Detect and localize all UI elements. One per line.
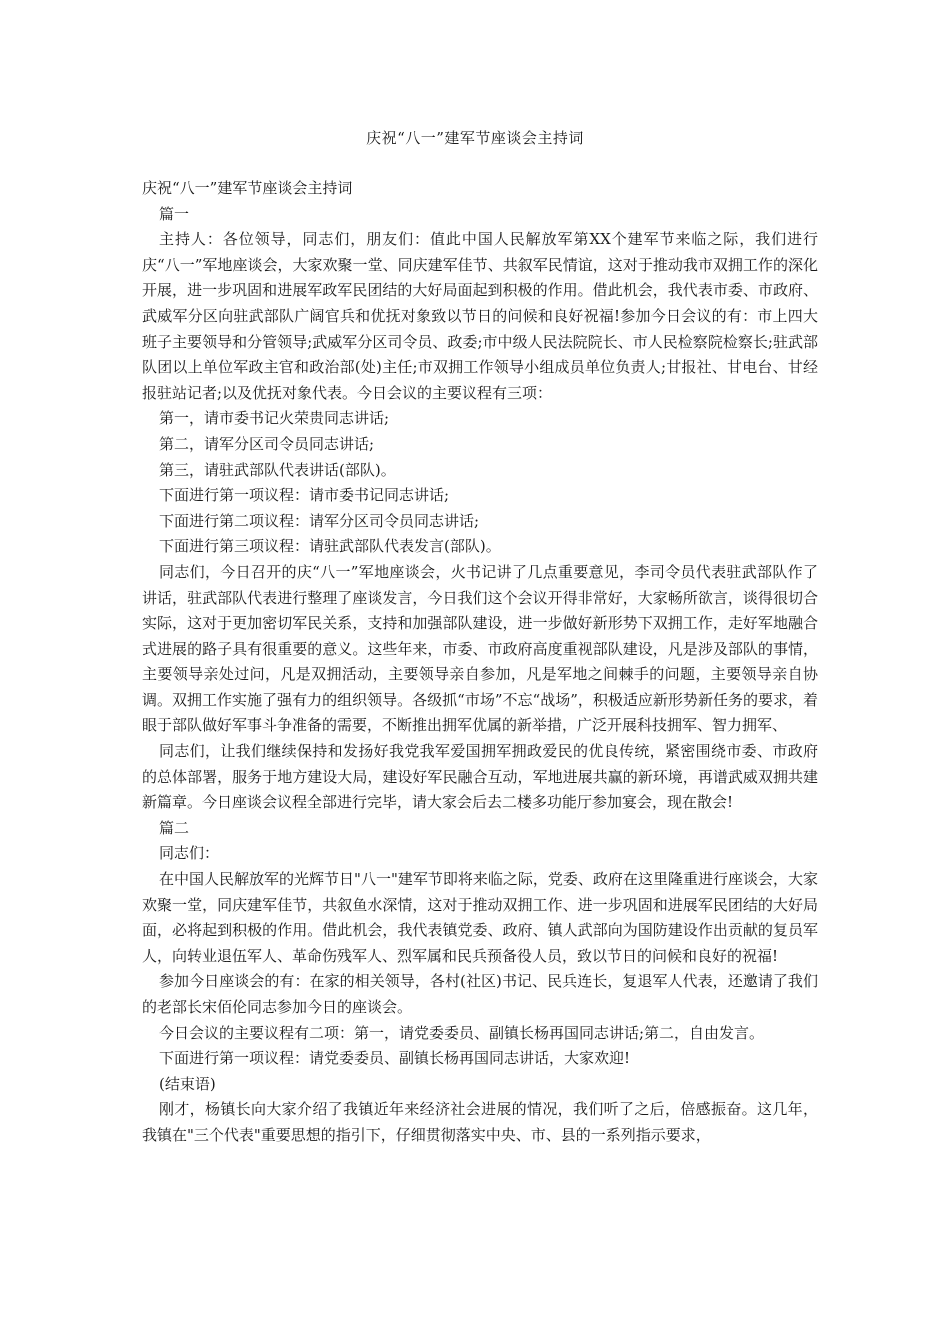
paragraph: 参加今日座谈会的有：在家的相关领导，各村(社区)书记、民兵连长，复退军人代表，还邀请了我们的老部长宋佰伦同志参加今日的座谈会。 bbox=[142, 972, 818, 1016]
paragraph: 下面进行第二项议程：请军分区司令员同志讲话; bbox=[159, 511, 480, 530]
paragraph: (结束语) bbox=[159, 1074, 216, 1093]
page-title: 庆祝“八一”建军节座谈会主持词 bbox=[366, 129, 584, 147]
paragraph: 下面进行第一项议程：请党委委员、副镇长杨再国同志讲话，大家欢迎! bbox=[159, 1049, 631, 1068]
document-heading: 庆祝“八一”建军节座谈会主持词 bbox=[142, 179, 353, 197]
paragraph: 第三，请驻武部队代表讲话(部队)。 bbox=[159, 460, 396, 479]
paragraph: 第一，请市委书记火荣贵同志讲话; bbox=[159, 409, 390, 428]
paragraph: 第二，请军分区司令员同志讲话; bbox=[159, 434, 375, 453]
document-body bbox=[142, 176, 818, 1149]
paragraph: 主持人：各位领导，同志们，朋友们：值此中国人民解放军第XX个建军节来临之际，我们进行庆“八一”军地座谈会，大家欢聚一堂、同庆建军佳节、共叙军民情谊，这对于推动我市双拥工作的深化开展，进一步巩固和进展军政军民团结的大好局面起到积极的作用。借此机会，我代表市委、市政府、武威军分区向驻武部队广阔官兵和优抚对象致以节日的问候和良好祝福!参加今日会议的有：市上四大班子主要领导和分管领导;武威军分区司令员、政委;市中级人民法院院长、市人民检察院检察长;驻武部队团以上单位军政主官和政治部(处)主任;市双拥工作领导小组成员单位负责人;甘报社、甘电台、甘经报驻站记者;以及优抚对象代表。今日会议的主要议程有三项： bbox=[142, 230, 818, 402]
paragraph: 篇二 bbox=[159, 818, 190, 837]
paragraph: 同志们，今日召开的庆“八一”军地座谈会，火书记讲了几点重要意见，李司令员代表驻武部队作了讲话，驻武部队代表进行整理了座谈发言，今日我们这个会议开得非常好，大家畅所欲言，谈得很切合实际，这对于更加密切军民关系，支持和加强部队建设，进一步做好新形势下双拥工作，走好军地融合式进展的路子具有很重要的意义。这些年来，市委、市政府高度重视部队建设，凡是涉及部队的事情，主要领导亲处过问，凡是双拥活动，主要领导亲自参加，凡是军地之间棘手的问题，主要领导亲自协调。双拥工作实施了强有力的组织领导。各级抓“市场”不忘“战场”，积极适应新形势新任务的要求，着眼于部队做好军事斗争准备的需要，不断推出拥军优属的新举措，广泛开展科技拥军、智力拥军、 bbox=[142, 562, 818, 735]
paragraph: 篇一 bbox=[159, 204, 190, 223]
paragraph: 刚才，杨镇长向大家介绍了我镇近年来经济社会进展的情况，我们听了之后，倍感振奋。这几年，我镇在"三个代表"重要思想的指引下，仔细贯彻落实中央、市、县的一系列指示要求， bbox=[142, 1100, 818, 1144]
paragraph: 同志们，让我们继续保持和发扬好我党我军爱国拥军拥政爱民的优良传统，紧密围绕市委、市政府的总体部署，服务于地方建设大局，建设好军民融合互动，军地进展共赢的新环境，再谱武威双拥共建新篇章。今日座谈会议程全部进行完毕，请大家会后去二楼多功能厅参加宴会，现在散会! bbox=[142, 742, 818, 812]
paragraph: 下面进行第一项议程：请市委书记同志讲话; bbox=[159, 486, 450, 505]
paragraph: 下面进行第三项议程：请驻武部队代表发言(部队)。 bbox=[159, 537, 501, 556]
paragraph: 同志们： bbox=[159, 844, 220, 863]
paragraph: 今日会议的主要议程有二项：第一，请党委委员、副镇长杨再国同志讲话;第二，自由发言。 bbox=[159, 1023, 765, 1042]
paragraph: 在中国人民解放军的光辉节日"八一"建军节即将来临之际，党委、政府在这里隆重进行座谈会，大家欢聚一堂，同庆建军佳节，共叙鱼水深情，这对于推动双拥工作、进一步巩固和进展军民团结的大好局面，必将起到积极的作用。借此机会，我代表镇党委、政府、镇人武部向为国防建设作出贡献的复员军人，向转业退伍军人、革命伤残军人、烈军属和民兵预备役人员，致以节日的问候和良好的祝福! bbox=[142, 870, 818, 965]
